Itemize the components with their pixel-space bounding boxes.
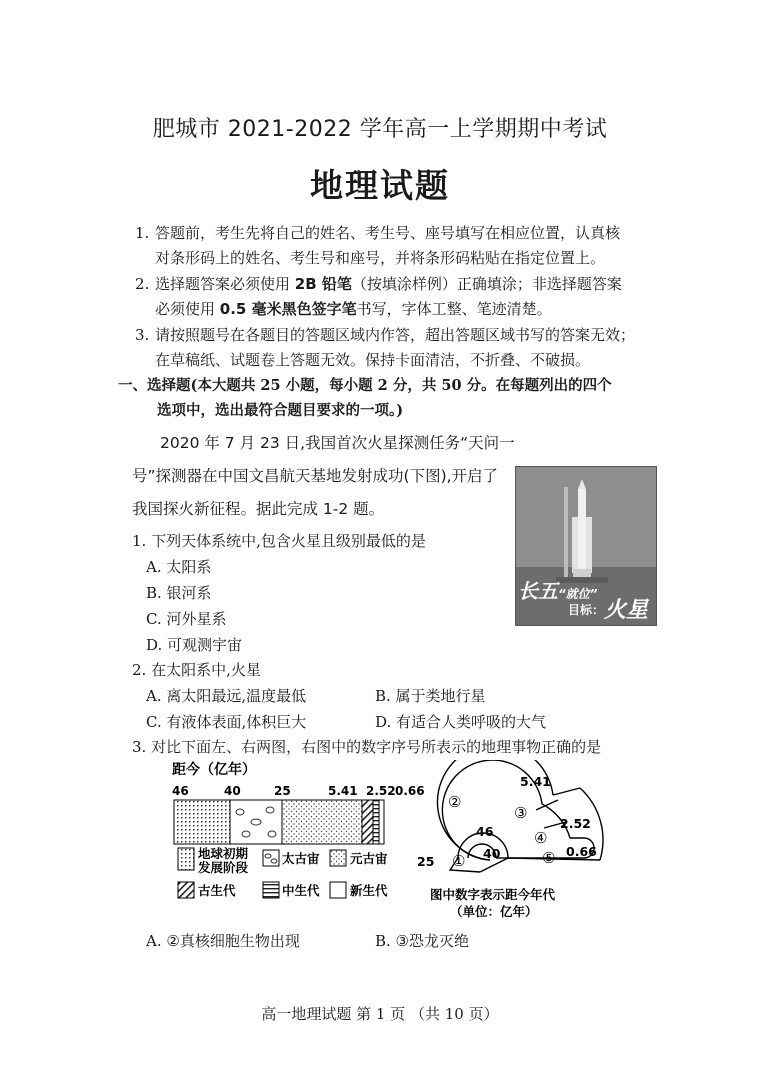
- note-line: 答题前，考生先将自己的姓名、考生号、座号填写在相应位置，认真核: [155, 224, 621, 242]
- legend-swatch: [263, 850, 279, 866]
- spiral-label: 40: [483, 846, 501, 861]
- tick-label: 5.41: [328, 784, 358, 798]
- tick-label: 40: [224, 784, 241, 798]
- rocket-photo: [515, 466, 657, 626]
- legend-label: 太古宙: [282, 851, 320, 866]
- option: B. 银河系: [146, 584, 212, 602]
- intro-line: 2020 年 7 月 23 日,我国首次火星探测任务“天问一: [160, 434, 515, 452]
- spiral-caption: 图中数字表示距今年代: [430, 887, 556, 902]
- note-number: 2.: [135, 275, 150, 293]
- bar-segment-archean: [230, 800, 282, 844]
- exam-title: 肥城市 2021-2022 学年高一上学期期中考试: [152, 117, 608, 142]
- legend-swatch: [263, 882, 279, 898]
- note-line: 选择题答案必须使用 2B 铅笔（按填涂样例）正确填涂；非选择题答案: [155, 275, 622, 293]
- option: D. 可观测宇宙: [146, 636, 243, 654]
- spiral-label: 46: [476, 824, 494, 839]
- legend-swatch: [330, 882, 346, 898]
- legend-label: 发展阶段: [198, 860, 249, 875]
- tick-label: 2.52: [366, 784, 396, 798]
- spiral-number: ④: [534, 829, 548, 847]
- spiral-number: ②: [448, 793, 462, 811]
- section-heading-cont: 选项中，选出最符合题目要求的一项。): [157, 402, 404, 419]
- photo-caption-target: 目标：: [568, 603, 605, 617]
- note-line: 在草稿纸、试题卷上答题无效。保持卡面清洁，不折叠、不破损。: [155, 351, 591, 369]
- legend-swatch: [178, 848, 194, 870]
- intro-line: 号”探测器在中国文昌航天基地发射成功(下图),开启了: [132, 467, 499, 485]
- tick-label: 46: [172, 784, 189, 798]
- spiral-unit: （单位：亿年）: [450, 904, 538, 919]
- option: A. 离太阳最远,温度最低: [146, 687, 307, 705]
- spiral-number: ①: [452, 852, 466, 870]
- legend-label: 地球初期: [198, 846, 249, 861]
- option: B. ③恐龙灭绝: [375, 932, 470, 950]
- spiral-label: 0.66: [566, 844, 597, 859]
- page-footer: 高一地理试题 第 1 页 （共 10 页）: [261, 1005, 499, 1023]
- note-line: 对条形码上的姓名、考生号和座号，并将条形码粘贴在指定位置上。: [155, 249, 606, 267]
- spiral-label: 2.52: [560, 816, 591, 831]
- legend-label: 元古宙: [350, 851, 388, 866]
- question-stem: 2. 在太阳系中,火星: [132, 661, 261, 679]
- bar-segment-mesozoic: [373, 800, 379, 844]
- legend-swatch: [330, 850, 346, 866]
- option: B. 属于类地行星: [375, 687, 486, 705]
- note-number: 3.: [135, 326, 150, 344]
- section-heading: 一、选择题(本大题共 25 小题，每小题 2 分，共 50 分。在每题列出的四个: [118, 377, 612, 394]
- bar-title: 距今（亿年）: [172, 762, 256, 778]
- spiral-number: ⑤: [542, 849, 556, 867]
- option: D. 有适合人类呼吸的大气: [375, 713, 547, 731]
- photo-caption-mars: 火星: [604, 598, 649, 623]
- option: A. ②真核细胞生物出现: [146, 932, 300, 950]
- bar-segment-proterozoic: [282, 800, 362, 844]
- photo-caption-main: 长五“就位”: [518, 579, 598, 603]
- note-line: 请按照题号在各题目的答题区域内作答，超出答题区域书写的答案无效；: [155, 326, 636, 344]
- bar-segment-early: [174, 800, 230, 844]
- spiral-label: 5.41: [520, 774, 551, 789]
- intro-line: 我国探火新征程。据此完成 1-2 题。: [132, 500, 385, 518]
- question-stem: 3. 对比下面左、右两图，右图中的数字序号所表示的地理事物正确的是: [132, 738, 602, 756]
- bar-segment-cenozoic: [379, 800, 384, 844]
- legend-label: 新生代: [350, 883, 388, 898]
- note-line: 必须使用 0.5 毫米黑色签字笔书写，字体工整、笔迹清楚。: [155, 300, 552, 318]
- legend-swatch: [178, 882, 194, 898]
- bar-segment-paleozoic: [362, 800, 373, 844]
- spiral-number: ③: [514, 804, 528, 822]
- note-number: 1.: [135, 224, 150, 242]
- tick-label: 0.66: [395, 784, 425, 798]
- legend-label: 古生代: [198, 883, 236, 898]
- spiral-label: 25: [417, 854, 435, 869]
- geologic-time-figure: [160, 760, 630, 925]
- option: A. 太阳系: [146, 558, 212, 576]
- option: C. 有液体表面,体积巨大: [146, 713, 307, 731]
- tick-label: 25: [274, 784, 291, 798]
- legend-label: 中生代: [282, 883, 320, 898]
- subject-title: 地理试题: [310, 166, 450, 205]
- question-stem: 1. 下列天体系统中,包含火星且级别最低的是: [132, 532, 426, 550]
- option: C. 河外星系: [146, 610, 227, 628]
